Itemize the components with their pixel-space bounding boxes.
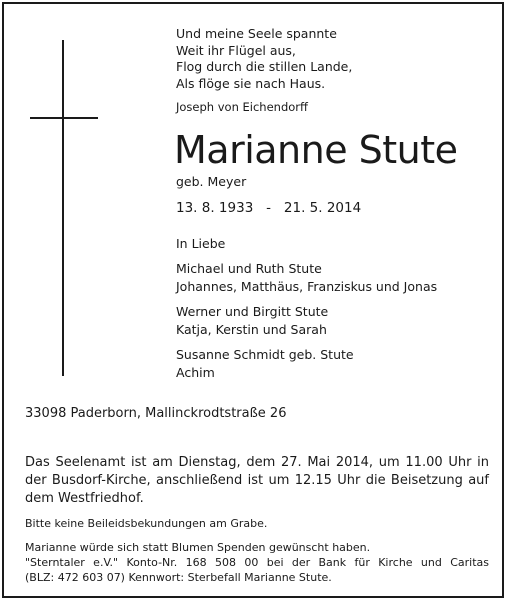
- donation-line: "Sterntaler e.V." Konto-Nr. 168 508 00 bei der Bank für Kirche und Caritas: [25, 556, 489, 569]
- address: 33098 Paderborn, Mallinckrodtstraße 26: [25, 406, 287, 421]
- mourner-group: [176, 260, 437, 296]
- donation-info: [25, 540, 489, 585]
- mourners-intro: In Liebe: [176, 236, 226, 251]
- poem-line: Als flöge sie nach Haus.: [176, 75, 326, 91]
- deceased-name: Marianne Stute: [174, 128, 458, 172]
- obituary-notice: [2, 2, 504, 598]
- life-dates: 13. 8. 1933 - 21. 5. 2014: [176, 200, 362, 216]
- service-info: [25, 454, 489, 508]
- mourner-line: Michael und Ruth Stute: [176, 261, 322, 276]
- poem-author: Joseph von Eichendorff: [176, 100, 308, 114]
- mourner-line: Susanne Schmidt geb. Stute: [176, 347, 354, 362]
- service-line: dem Westfriedhof.: [25, 491, 144, 506]
- mourner-line: Werner und Birgitt Stute: [176, 304, 329, 319]
- mourner-line: Katja, Kerstin und Sarah: [176, 322, 327, 337]
- donation-line: (BLZ: 472 603 07) Kennwort: Sterbefall Marianne Stute.: [25, 571, 332, 584]
- poem-line: Weit ihr Flügel aus,: [176, 42, 296, 58]
- poem: [176, 26, 352, 92]
- mourner-line: Achim: [176, 365, 215, 380]
- service-line: der Busdorf-Kirche, anschließend ist um 12.15 Uhr die Beisetzung auf: [25, 473, 489, 488]
- mourner-line: Johannes, Matthäus, Franziskus und Jonas: [176, 279, 438, 294]
- birth-name: geb. Meyer: [176, 174, 247, 189]
- service-line: Das Seelenamt ist am Dienstag, dem 27. Mai 2014, um 11.00 Uhr in: [25, 455, 489, 470]
- mourner-group: [176, 346, 437, 382]
- poem-line: Und meine Seele spannte: [176, 26, 337, 41]
- donation-line: Marianne würde sich statt Blumen Spenden gewünscht haben.: [25, 541, 371, 554]
- cross-icon-horizontal: [30, 117, 98, 119]
- condolence-note: Bitte keine Beileidsbekundungen am Grabe.: [25, 517, 268, 530]
- poem-line: Flog durch die stillen Lande,: [176, 59, 353, 74]
- cross-icon-vertical: [62, 40, 64, 376]
- mourner-group: [176, 303, 437, 339]
- mourners: [176, 235, 437, 389]
